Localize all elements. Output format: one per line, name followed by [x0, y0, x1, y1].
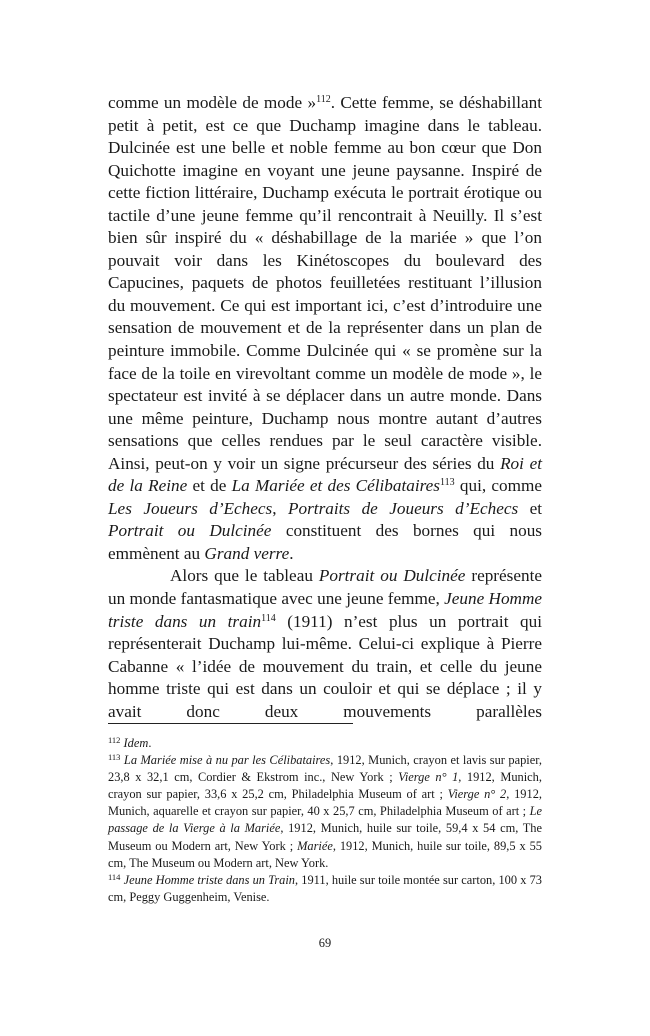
- italic-title: Portrait ou Dulcinée: [108, 521, 272, 541]
- page-body: [108, 92, 542, 723]
- italic-title: Jeune Homme triste dans un Train: [123, 872, 296, 887]
- italic-title: Mariée: [297, 838, 333, 853]
- footnote-114: [108, 872, 542, 906]
- text-run: , 1912, Munich, huile sur toile, 59,4 x 54 cm, The Museum ou Modern art, New York ;: [108, 821, 542, 853]
- text-run: .: [148, 736, 152, 750]
- main-text: [108, 92, 542, 723]
- text-run: et: [518, 498, 543, 518]
- text-run: ,: [272, 498, 289, 518]
- text-run: représente un monde fantasmatique avec une jeune femme,: [108, 566, 542, 609]
- footnote-112: [108, 735, 542, 752]
- italic-title: Jeune Homme triste dans un train: [108, 589, 542, 631]
- paragraph-2: [108, 565, 542, 723]
- footnote-113: [108, 752, 542, 872]
- italic-title: Roi et de la Reine: [108, 453, 542, 496]
- italic-title: Portraits de Joueurs d’Echecs: [288, 498, 519, 518]
- footnotes: [108, 735, 542, 906]
- text-run: , 1912, Munich, huile sur toile, 89,5 x 55 cm, The Museum ou Modern art, New York.: [108, 838, 542, 870]
- text-run: Alors que le tableau: [170, 566, 319, 586]
- text-run: , 1912, Munich, crayon sur papier, 33,6 x 25,2 cm, Philadelphia Museum of art ;: [108, 770, 542, 802]
- footnote-number: 112: [108, 735, 121, 745]
- footnote-ref-112[interactable]: 112: [316, 94, 331, 105]
- text-run: (1911) n’est plus un portrait qui représenterait Duchamp lui-même. Celui-ci explique à Pierre Cabanne « l’idée de mouvement du train, et celle du jeune homme triste qui est dans un couloir et qui se déplace ; il y avait donc deux mouvements parallèles: [108, 611, 542, 721]
- footnote-ref-114[interactable]: 114: [261, 612, 276, 624]
- italic-title: Grand verre: [204, 543, 290, 563]
- italic-title: La Mariée et des Célibataires: [231, 476, 440, 496]
- footnote-number: 114: [108, 871, 121, 882]
- footnote-number: 113: [108, 752, 121, 763]
- italic-title: La Mariée mise à nu par les Célibataires: [123, 753, 331, 768]
- text-run: , 1911, huile sur toile montée sur carton, 100 x 73 cm, Peggy Guggenheim, Venise.: [108, 872, 542, 904]
- footnote-ref-113[interactable]: 113: [440, 477, 455, 489]
- italic-title: Vierge n° 2: [447, 787, 507, 802]
- italic-title: Portrait ou Dulcinée: [318, 566, 466, 586]
- text-run: constituent des bornes qui nous emmènent au: [108, 521, 542, 563]
- text-run: comme un modèle de mode »: [108, 93, 317, 112]
- page-number: 69: [318, 936, 332, 950]
- text-run: et de: [187, 476, 232, 496]
- text-run: .: [289, 543, 294, 563]
- italic-title: Les Joueurs d’Echecs: [108, 498, 273, 518]
- italic-title: Vierge n° 1: [398, 770, 459, 785]
- italic-title: Le passage de la Vierge à la Mariée: [108, 804, 542, 836]
- italic-title: Idem: [123, 736, 149, 750]
- text-run: , 1912, Munich, aquarelle et crayon sur papier, 40 x 25,7 cm, Philadelphia Museum of art ;: [108, 787, 542, 819]
- text-run: qui, comme: [454, 476, 542, 496]
- text-run: . Cette femme, se déshabillant petit à petit, est ce que Duchamp imagine dans le tableau. Dulcinée est une belle et noble femme au bon cœur que Don Quichotte imagine en voyant une jeune paysanne. Inspiré de cette fiction littéraire, Duchamp exécuta le portrait érotique ou tactile d’une jeune femme qu’il rencontrait à Neuilly. Il s’est bien sûr inspiré du « déshabillage de la mariée » que l’on pouvait voir dans les Kinétoscopes du boulevard des Capucines, paquets de photos feuilletées restituant l’illusion du mouvement. Ce qui est important ici, c’est d’introduire une sensation de mouvement et de la représenter dans un plan de peinture immobile. Comme Dulcinée qui « se promène sur la face de la toile en virevoltant comme un modèle de mode », le spectateur est invité à se déplacer dans un autre monde. Dans une même peinture, Duchamp nous montre autant d’autres sensations que celles rendues par le seul caractère visible. Ainsi, peut-on y voir un signe précurseur des séries du: [108, 93, 543, 473]
- text-run: , 1912, Munich, crayon et lavis sur papier, 23,8 x 32,1 cm, Cordier & Ekstrom inc., New York ;: [108, 753, 542, 785]
- paragraph-1: [108, 92, 542, 565]
- footnote-divider: [108, 723, 353, 724]
